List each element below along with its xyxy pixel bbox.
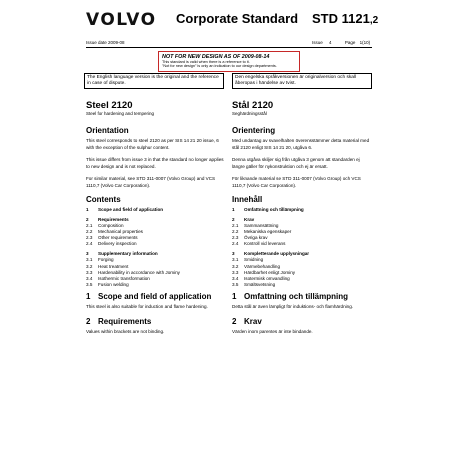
toc-label: Supplementary information xyxy=(98,251,158,257)
standard-number-main: STD 1121 xyxy=(312,11,370,26)
toc-label: Sammansättning xyxy=(244,222,279,228)
orientation-paragraph-1: Med undantag av svavelhalten överensstämmer detta material med stål 2120 enligt SIS 14 21 20, utgåva 6. xyxy=(232,138,370,150)
orientation-heading: Orientation xyxy=(86,126,129,135)
standard-type-title: Corporate Standard xyxy=(176,11,299,26)
toc-number: 2 xyxy=(232,216,235,222)
toc-number: 2.3 xyxy=(86,235,93,241)
notice-line-validity: This standard is valid when there is a reference to it. xyxy=(162,60,250,64)
issue-label: Issue xyxy=(312,40,323,45)
material-title: Steel 2120 xyxy=(86,100,133,111)
section-number: 2 xyxy=(86,316,91,326)
toc-label: Mekaniska egenskaper xyxy=(244,229,292,235)
section-title: Krav xyxy=(244,316,262,326)
toc-number: 3.3 xyxy=(232,269,239,275)
material-subtitle: Steel for hardening and tempering xyxy=(86,111,155,116)
toc-number: 3.1 xyxy=(232,257,239,263)
standard-number xyxy=(312,11,378,26)
toc-number: 3 xyxy=(232,251,235,257)
toc-number: 1 xyxy=(232,207,235,212)
section-2-text: Values within brackets are not binding. xyxy=(86,328,165,334)
orientation-paragraph-3: For similar material, see STD 311-0007 (Volvo Group) and VCS 1110,7 (Volvo Car Corporation). xyxy=(86,176,216,188)
toc-label: Hardenability in accordance with Jominy xyxy=(98,269,180,275)
page-value: 1(10) xyxy=(359,40,371,45)
section-2-heading xyxy=(232,317,370,329)
toc-number: 2.4 xyxy=(86,241,93,247)
toc-label: Värmebehandling xyxy=(244,263,281,269)
material-title: Stål 2120 xyxy=(232,100,274,111)
toc-number: 3.5 xyxy=(232,282,239,288)
toc-number: 3.1 xyxy=(86,257,93,263)
material-subtitle: Seghärdningsstål xyxy=(232,111,267,116)
section-1-heading xyxy=(232,292,370,304)
toc-label: Other requirements xyxy=(98,235,138,241)
toc-label: Härdbarhet enligt Jominy xyxy=(244,269,296,275)
toc-label: Scope and field of application xyxy=(98,207,164,212)
orientation-paragraph-2: Denna utgåva skiljer sig från utgåva 3 genom att standarden ej längre gäller för nykonstruktion och ej är ersatt. xyxy=(232,157,360,169)
section-number: 1 xyxy=(232,292,237,302)
toc-number: 3.5 xyxy=(86,282,93,288)
not-for-new-design-notice xyxy=(158,51,300,72)
section-1-text: This steel is also suitable for induction and flame hardening. xyxy=(86,304,208,310)
toc-number: 3.2 xyxy=(86,263,93,269)
orientation-heading: Orientering xyxy=(232,126,276,135)
toc-number: 2.2 xyxy=(232,229,239,235)
toc-label: Smidning xyxy=(244,257,264,263)
swedish-column xyxy=(232,100,370,341)
toc-label: Forging xyxy=(98,257,114,263)
toc-label: Delivery inspection xyxy=(98,241,137,247)
english-column xyxy=(86,100,224,341)
issue-date: Issue date 2009-08 xyxy=(86,40,125,45)
toc-label: Kontroll vid leverans xyxy=(244,241,286,247)
toc-number: 2.3 xyxy=(232,235,239,241)
section-title: Scope and field of application xyxy=(98,292,212,302)
section-number: 1 xyxy=(86,292,91,302)
language-note-english xyxy=(84,73,224,89)
section-1-text: Detta stål är även lämpligt för induktions- och flamhärdning. xyxy=(232,304,354,310)
toc-number: 2.2 xyxy=(86,229,93,235)
toc-label: Övriga krav xyxy=(244,235,268,241)
toc-number: 3.2 xyxy=(232,263,239,269)
orientation-paragraph-1: This steel corresponds to steel 2120 as per SIS 14 21 20 issue, 6 with the exception of the sulphur content. xyxy=(86,138,219,150)
toc-number: 2.1 xyxy=(232,222,239,228)
toc-number: 2.1 xyxy=(86,222,93,228)
section-1-heading xyxy=(86,292,224,304)
orientation-paragraph-2: This issue differs from issue 3 in that the standard no longer applies to new design and is not replaced. xyxy=(86,157,224,169)
toc-label: Composition xyxy=(98,222,124,228)
toc-number: 3.4 xyxy=(86,275,93,281)
toc-label: Smältsvetsning xyxy=(244,282,276,288)
language-note-swedish-text: Den engelska språkversionen är originalversion och skall åberopas i händelse av tvist. xyxy=(235,75,357,86)
contents-heading: Innehåll xyxy=(232,195,263,204)
table-of-contents xyxy=(86,207,224,288)
volvo-logo: VOLVO xyxy=(86,10,157,30)
toc-label: Fusion welding xyxy=(98,282,129,288)
toc-number: 3.3 xyxy=(86,269,93,275)
toc-label: Requirements xyxy=(98,216,129,222)
language-note-swedish xyxy=(232,73,372,89)
section-2-heading xyxy=(86,317,224,329)
issue-page-info xyxy=(312,40,370,45)
toc-label: Heat treatment xyxy=(98,263,129,269)
section-title: Requirements xyxy=(98,316,152,326)
section-number: 2 xyxy=(232,316,237,326)
toc-label: Isotermisk omvandling xyxy=(244,275,290,281)
toc-number: 1 xyxy=(86,207,89,212)
toc-item[interactable] xyxy=(232,282,370,288)
toc-number: 3.4 xyxy=(232,275,239,281)
standard-number-version: ,2 xyxy=(369,15,379,26)
toc-item[interactable] xyxy=(86,282,224,288)
table-of-contents xyxy=(232,207,370,288)
contents-heading: Contents xyxy=(86,195,121,204)
toc-label: Kompletterande upplysningar xyxy=(244,251,310,257)
toc-number: 3 xyxy=(86,251,89,257)
issue-number: 4 xyxy=(329,40,332,45)
section-title: Omfattning och tillämpning xyxy=(244,292,348,302)
toc-number: 2.4 xyxy=(232,241,239,247)
toc-label: Krav xyxy=(244,216,255,222)
page-label: Page xyxy=(344,40,356,45)
header-divider xyxy=(86,47,372,48)
orientation-paragraph-3: För liknande material se STD 311-0007 (Volvo Group) och VCS 1110,7 (Volvo Car Corporation). xyxy=(232,176,361,188)
notice-title: NOT FOR NEW DESIGN AS OF 2009-08-14 xyxy=(162,54,270,60)
toc-label: Isothermic transformation xyxy=(98,275,150,281)
notice-line-indication: "Not for new design" is only an indication to our design departments. xyxy=(162,64,277,69)
toc-label: Mechanical properties xyxy=(98,229,143,235)
section-2-text: Värden inom parentes är inte bindande. xyxy=(232,328,313,334)
language-note-english-text: The English language version is the original and the reference in case of dispute. xyxy=(87,75,219,86)
toc-number: 2 xyxy=(86,216,89,222)
toc-label: Omfattning och tillämpning xyxy=(244,207,304,212)
